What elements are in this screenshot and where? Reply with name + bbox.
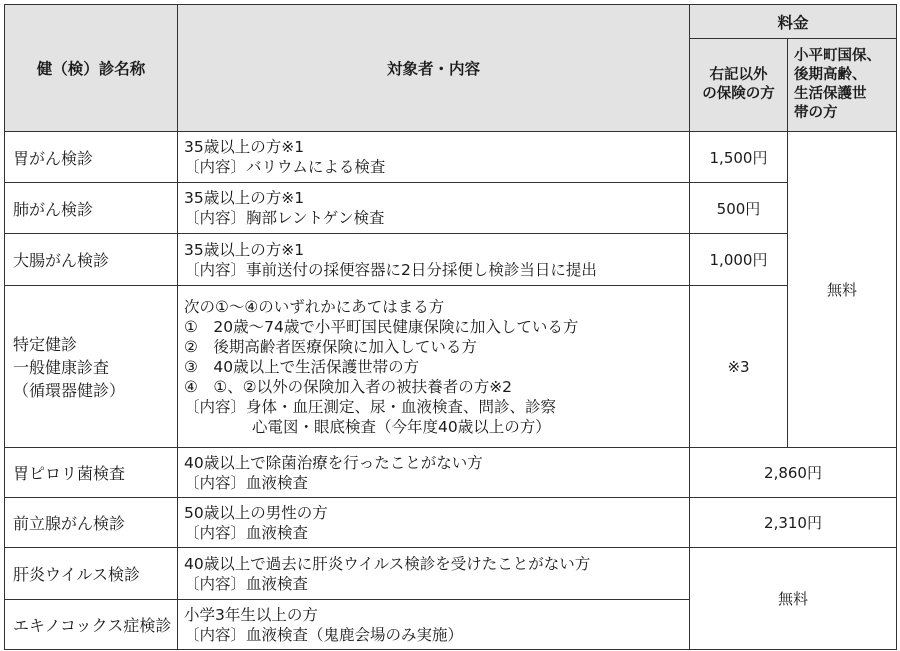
header-fee: 料金 [690,5,897,39]
table-row [5,448,897,498]
table-row [5,498,897,548]
exam-content: 35歳以上の方※1 〔内容〕バリウムによる検査 [178,132,690,183]
exam-name: 大腸がん検診 [5,234,178,286]
fee-other: 500円 [690,183,788,234]
header-fee-other-insurance: 右記以外 の保険の方 [690,39,788,132]
fee-merged: 2,860円 [690,448,897,498]
table-row [5,132,897,183]
fee-free-lower: 無料 [690,548,897,650]
exam-name: 肺がん検診 [5,183,178,234]
table-row [5,183,897,234]
health-checkup-table [4,4,897,650]
fee-other: 1,000円 [690,234,788,286]
exam-content: 50歳以上の男性の方 〔内容〕血液検査 [178,498,690,548]
fee-other: 1,500円 [690,132,788,183]
exam-content: 35歳以上の方※1 〔内容〕事前送付の採便容器に2日分採便し検診当日に提出 [178,234,690,286]
exam-name: 前立腺がん検診 [5,498,178,548]
table-row [5,286,897,448]
exam-content: 40歳以上で過去に肝炎ウイルス検診を受けたことがない方 〔内容〕血液検査 [178,548,690,600]
exam-name: 胃がん検診 [5,132,178,183]
table-row [5,234,897,286]
exam-content: 35歳以上の方※1 〔内容〕胸部レントゲン検査 [178,183,690,234]
exam-name: 肝炎ウイルス検診 [5,548,178,600]
exam-content: 次の①～④のいずれかにあてはまる方 ① 20歳～74歳で小平町国民健康保険に加入している方 ② 後期高齢者医療保険に加入している方 ③ 40歳以上で生活保護世帯の方 ④ ①、②以外の保険加入者の被扶養者の方※2 〔内容〕身体・血圧測定、尿・血液検査、問診、診察 心電図・眼底検査（今年度40歳以上の方） [178,286,690,448]
exam-content: 40歳以上で除菌治療を行ったことがない方 〔内容〕血液検査 [178,448,690,498]
fee-merged: 2,310円 [690,498,897,548]
fee-other: ※3 [690,286,788,448]
fee-free-upper: 無料 [788,132,897,448]
header-target-content: 対象者・内容 [178,5,690,132]
header-fee-kodaira: 小平町国保、 後期高齢、 生活保護世 帯の方 [788,39,897,132]
exam-name: 特定健診 一般健康診査 （循環器健診） [5,286,178,448]
table-row [5,548,897,600]
exam-name: エキノコックス症検診 [5,600,178,650]
header-exam-name: 健（検）診名称 [5,5,178,132]
exam-name: 胃ピロリ菌検査 [5,448,178,498]
exam-content: 小学3年生以上の方 〔内容〕血液検査（鬼鹿会場のみ実施） [178,600,690,650]
